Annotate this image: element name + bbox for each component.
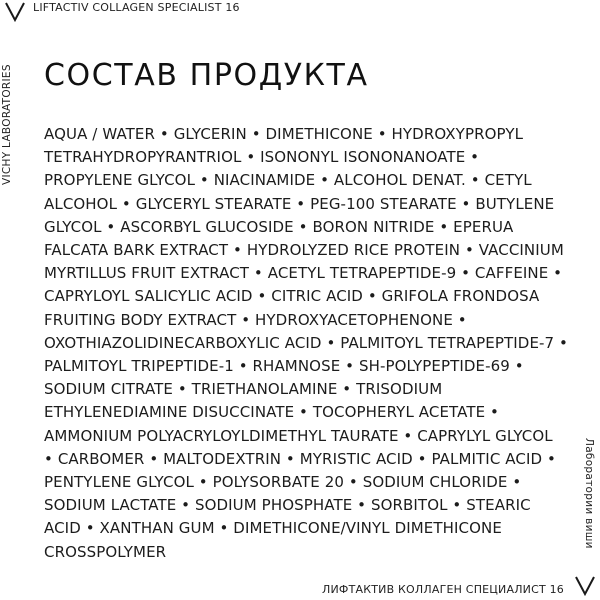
ingredient-line: AQUA / WATER • GLYCERIN • DIMETHICONE • HYDROXYPROPYL xyxy=(44,125,524,143)
page-title: СОСТАВ ПРОДУКТА xyxy=(44,58,369,93)
ingredient-line: CAPRYLOYL SALICYLIC ACID • CITRIC ACID • GRIFOLA FRONDOSA xyxy=(44,287,540,306)
ingredient-line: SODIUM CITRATE • TRIETHANOLAMINE • TRISODIUM xyxy=(44,380,443,399)
ingredient-line: TETRAHYDROPYRANTRIOL • ISONONYL ISONONANOATE • xyxy=(44,148,480,167)
ingredient-line: SODIUM LACTATE • SODIUM PHOSPHATE • SORBITOL • STEARIC xyxy=(44,496,531,515)
ingredient-line: CROSSPOLYMER xyxy=(44,542,167,561)
ingredient-line: ETHYLENEDIAMINE DISUCCINATE • TOCOPHERYL ACETATE • xyxy=(44,403,499,422)
ingredient-line: AMMONIUM POLYACRYLOYLDIMETHYL TAURATE • CAPRYLYL GLYCOL xyxy=(44,426,553,445)
ingredient-line: ALCOHOL • GLYCERYL STEARATE • PEG-100 STEARATE • BUTYLENE xyxy=(44,194,555,213)
vichy-v-logo-icon xyxy=(574,576,596,596)
ingredient-line: OXOTHIAZOLIDINECARBOXYLIC ACID • PALMITOYL TETRAPEPTIDE-7 • xyxy=(44,333,568,352)
ingredient-line: FALCATA BARK EXTRACT • HYDROLYZED RICE PROTEIN • VACCINIUM xyxy=(44,241,564,260)
ingredient-line: FRUITING BODY EXTRACT • HYDROXYACETOPHENONE • xyxy=(44,310,467,329)
ingredient-line: PENTYLENE GLYCOL • POLYSORBATE 20 • SODIUM CHLORIDE • xyxy=(44,473,522,492)
ingredient-line: • CARBOMER • MALTODEXTRIN • MYRISTIC ACID • PALMITIC ACID • xyxy=(44,449,556,468)
side-brand-label: VICHY LABORATORIES xyxy=(1,64,13,185)
footer-product-caption: ЛИФТАКТИВ КОЛЛАГЕН СПЕЦИАЛИСТ 16 xyxy=(322,583,564,596)
header-product-caption: LIFTACTIV COLLAGEN SPECIALIST 16 xyxy=(33,1,240,14)
ingredient-line: PALMITOYL TRIPEPTIDE-1 • RHAMNOSE • SH-POLYPEPTIDE-69 • xyxy=(44,357,524,376)
ingredient-line: PROPYLENE GLYCOL • NIACINAMIDE • ALCOHOL DENAT. • CETYL xyxy=(44,171,532,190)
ingredient-line: MYRTILLUS FRUIT EXTRACT • ACETYL TETRAPEPTIDE-9 • CAFFEINE • xyxy=(44,264,563,283)
ingredients-list xyxy=(44,123,568,564)
ingredient-line: GLYCOL • ASCORBYL GLUCOSIDE • BORON NITRIDE • EPERUA xyxy=(44,217,514,236)
ingredient-line: ACID • XANTHAN GUM • DIMETHICONE/VINYL DIMETHICONE xyxy=(44,519,502,538)
vichy-v-logo-icon xyxy=(4,2,26,22)
side-brand-label-ru: Лаборатории виши xyxy=(583,438,595,549)
